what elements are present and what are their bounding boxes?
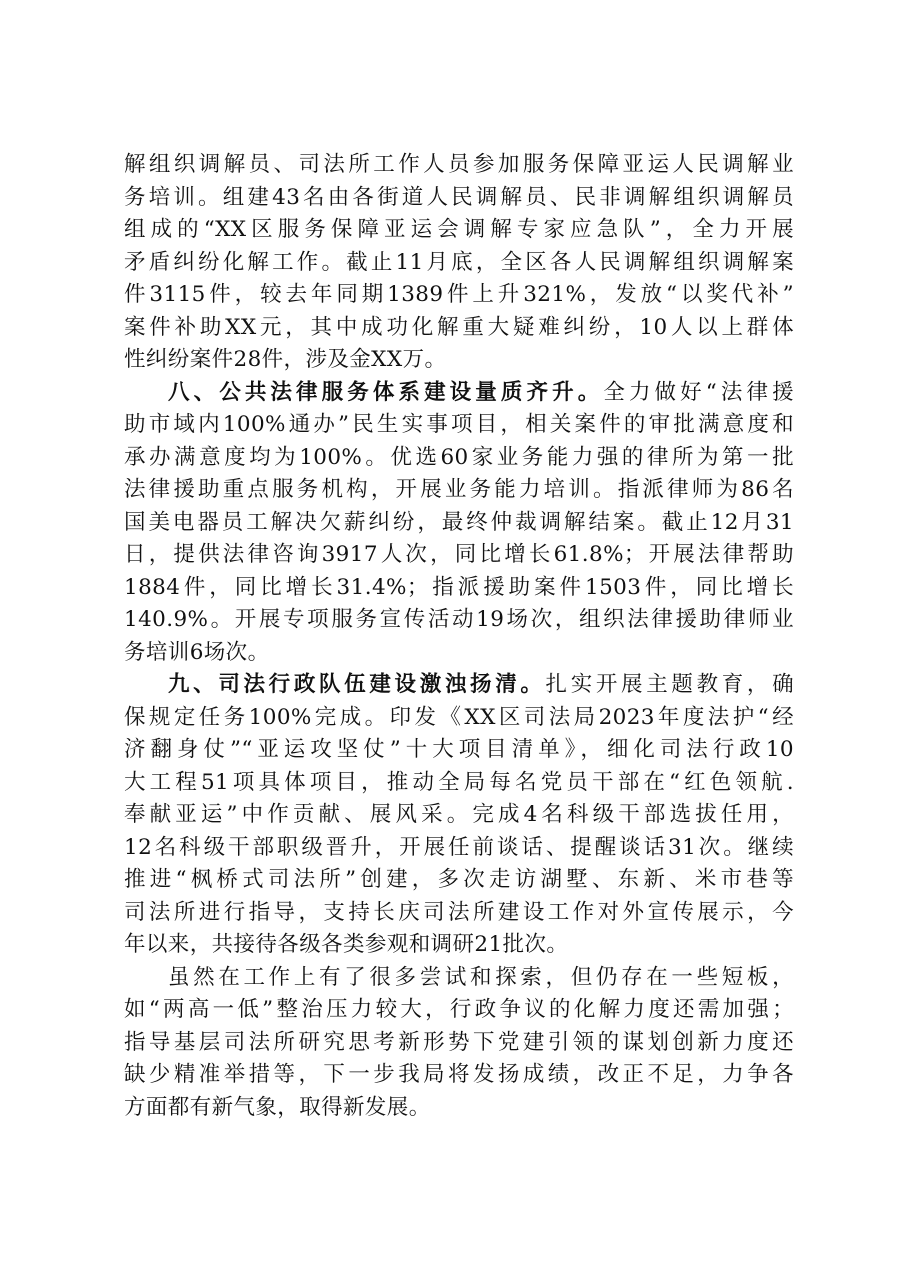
text-line: 务培训6场次。 — [124, 639, 270, 665]
paragraph-conclusion — [124, 962, 794, 1125]
text-line: 案件补助XX元，其中成功化解重大疑难纠纷，10人以上群体 — [124, 314, 794, 340]
text-line: 法律援助重点服务机构，开展业务能力培训。指派律师为86名 — [124, 477, 794, 502]
text-line: 大工程51项具体项目，推动全局每名党员干部在“红色领航. — [124, 769, 794, 795]
text-line: 保规定任务100%完成。印发《XX区司法局2023年度法护“经 — [124, 704, 794, 730]
text-line: 缺少精准举措等，下一步我局将发扬成绩，改正不足，力争各 — [124, 1062, 794, 1087]
text-line: 性纠纷案件28件，涉及金XX万。 — [124, 347, 447, 372]
text-line: 年以来，共接待各级各类参观和调研21批次。 — [124, 932, 569, 957]
text-line: 12名科级干部职级晋升，开展任前谈话、提醒谈话31次。继续 — [124, 834, 794, 860]
text-line: 济翻身仗”“亚运攻坚仗”十大项目清单》，细化司法行政10 — [124, 737, 794, 762]
text-line: 140.9%。开展专项服务宣传活动19场次，组织法律援助律师业 — [124, 607, 794, 632]
section-heading-8: 八、公共法律服务体系建设量质齐升。 — [168, 379, 604, 405]
text-line: 承办满意度均为100%。优选60家业务能力强的律所为第一批 — [124, 444, 794, 470]
paragraph-mediation-continued — [124, 149, 794, 377]
text-run: 全力做好“法律援 — [603, 379, 794, 405]
text-line: 司法所进行指导，支持长庆司法所建设工作对外宣传展示，今 — [124, 899, 794, 925]
text-line: 推进“枫桥式司法所”创建，多次走访湖墅、东新、米市巷等 — [124, 867, 794, 892]
text-line: 组成的“XX区服务保障亚运会调解专家应急队”，全力开展 — [124, 217, 794, 242]
text-line: 矛盾纠纷化解工作。截止11月底，全区各人民调解组织调解案 — [124, 249, 794, 275]
text-line — [124, 669, 794, 702]
text-line: 指导基层司法所研究思考新形势下党建引领的谋划创新力度还 — [124, 1029, 794, 1055]
text-run: 扎实开展主题教育，确 — [545, 672, 794, 697]
text-line: 务培训。组建43名由各街道人民调解员、民非调解组织调解员 — [124, 184, 794, 210]
text-line: 1884件，同比增长31.4%；指派援助案件1503件，同比增长 — [124, 574, 794, 600]
text-line: 解组织调解员、司法所工作人员参加服务保障亚运人民调解业 — [124, 152, 794, 177]
text-line: 助市域内100%通办”民生实事项目，相关案件的审批满意度和 — [124, 412, 794, 437]
text-line: 日，提供法律咨询3917人次，同比增长61.8%；开展法律帮助 — [124, 542, 794, 567]
text-line: 件3115件，较去年同期1389件上升321%，发放“以奖代补” — [124, 282, 794, 307]
text-line: 虽然在工作上有了很多尝试和探索，但仍存在一些短板， — [168, 964, 794, 990]
body-text — [124, 149, 794, 1124]
text-line: 如“两高一低”整治压力较大，行政争议的化解力度还需加强； — [124, 997, 794, 1022]
paragraph-section-9 — [124, 669, 794, 962]
text-line: 国美电器员工解决欠薪纠纷，最终仲裁调解结案。截止12月31 — [124, 509, 794, 535]
text-line — [124, 377, 794, 410]
section-heading-9: 九、司法行政队伍建设激浊扬清。 — [168, 672, 546, 697]
paragraph-section-8 — [124, 377, 794, 670]
text-line: 方面都有新气象，取得新发展。 — [124, 1094, 431, 1120]
text-line: 奉献亚运”中作贡献、展风采。完成4名科级干部选拔任用， — [124, 802, 794, 827]
